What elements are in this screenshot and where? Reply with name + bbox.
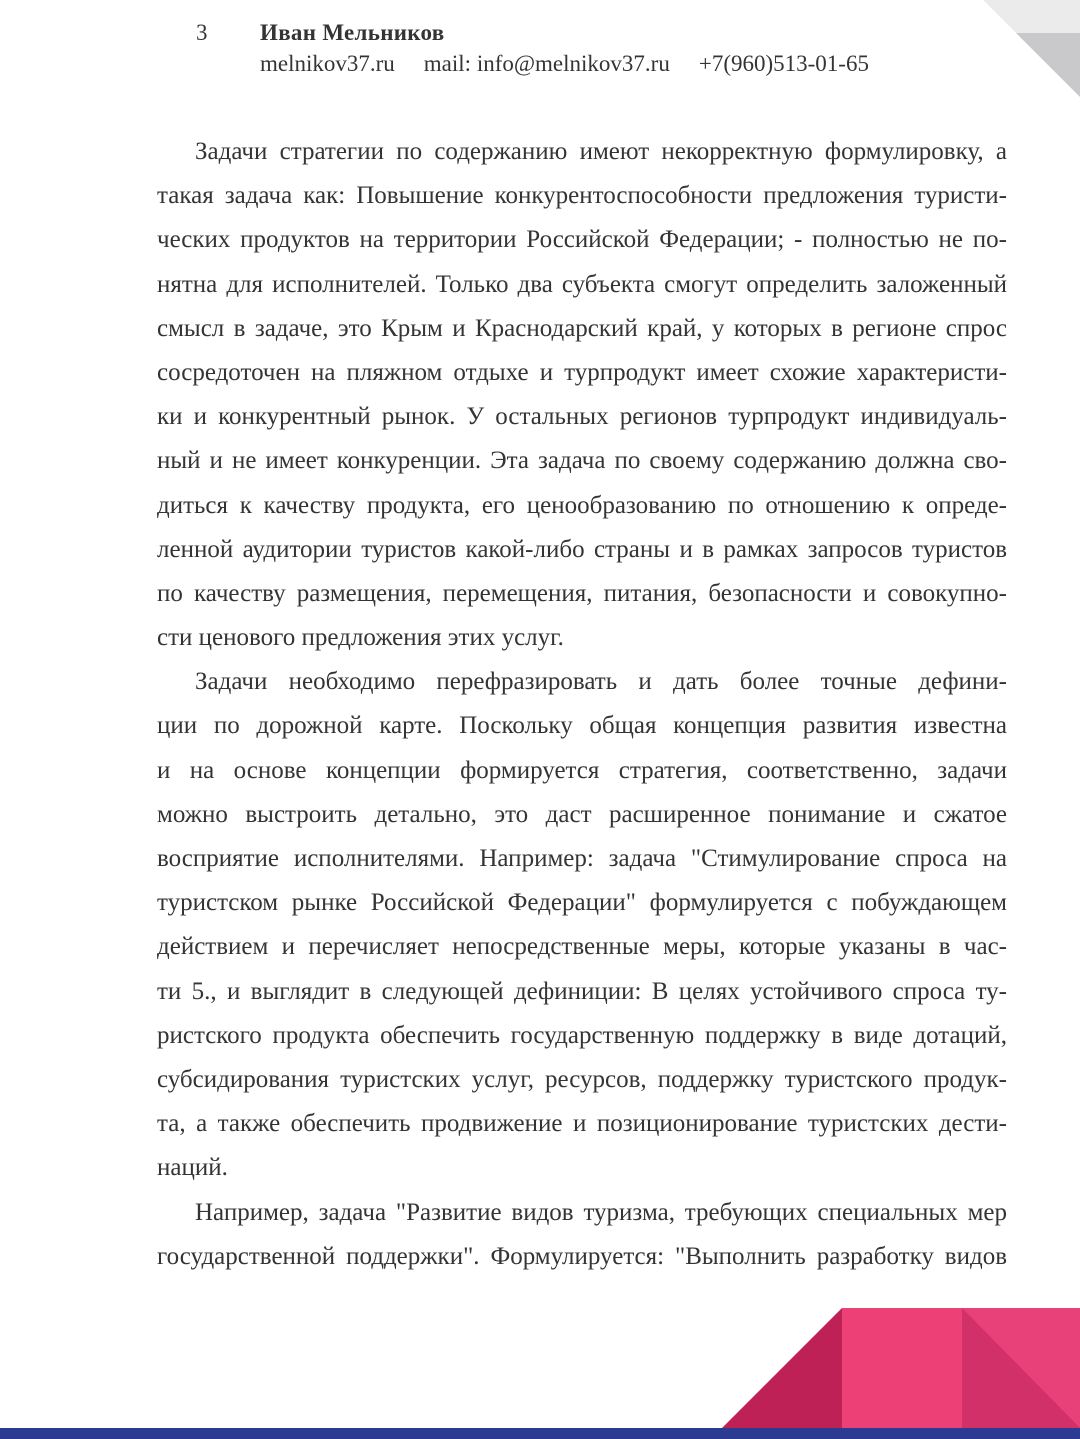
- header-contacts-row: [260, 48, 869, 79]
- text-line: Задачи стратегии по содержанию имеют некорректную формулировку, а: [195, 138, 1007, 165]
- text-line: Например, задача "Развитие видов туризма, требующих специальных мер: [195, 1198, 1007, 1226]
- text-line: наций.: [157, 1154, 228, 1182]
- page-header: [196, 17, 869, 79]
- document-body: [157, 130, 1007, 1279]
- text-line: действием и перечисляет непосредственные меры, которые указаны в час-: [157, 933, 1007, 961]
- text-line: та, а также обеспечить продвижение и позиционирование туристских дести-: [157, 1110, 1007, 1138]
- text-line: ный и не имеет конкуренции. Эта задача по своему содержанию должна сво-: [157, 447, 1007, 475]
- text-line: ти 5., и выглядит в следующей дефиниции: В целях устойчивого спроса ту-: [157, 977, 1007, 1005]
- footer-ribbon-crimson-triangle: [722, 1308, 842, 1428]
- text-line: такая задача как: Повышение конкурентоспособности предложения туристи-: [157, 182, 1007, 210]
- text-line: Задачи необходимо перефразировать и дать более точные дефини-: [195, 668, 1007, 696]
- text-line: государственной поддержки". Формулируется: "Выполнить разработку видов: [157, 1242, 1007, 1270]
- text-line: можно выстроить детально, это даст расширенное понимание и сжатое: [157, 800, 1007, 828]
- text-line: ки и конкурентный рынок. У остальных регионов турпродукт индивидуаль-: [157, 403, 1007, 431]
- text-line: восприятие исполнителями. Например: задача "Стимулирование спроса на: [157, 845, 1007, 872]
- text-line: туристском рынке Российской Федерации" формулируется с побуждающем: [157, 889, 1007, 917]
- text-line: ленной аудитории туристов какой-либо страны и в рамках запросов туристов: [157, 535, 1007, 563]
- text-line: смысл в задаче, это Крым и Краснодарский край, у которых в регионе спрос: [157, 314, 1007, 342]
- footer-bar: [0, 1428, 1080, 1439]
- phone-text: +7(960)513-01-65: [698, 51, 869, 76]
- author-name: Иван Мельников: [260, 20, 445, 45]
- corner-fold-light-shape: [983, 0, 1080, 33]
- page-number: 3: [196, 20, 208, 45]
- text-line: диться к качеству продукта, его ценообразованию по отношению к опреде-: [157, 491, 1007, 519]
- text-line: субсидирования туристских услуг, ресурсов, поддержку туристского продук-: [157, 1065, 1007, 1093]
- text-line: нятна для исполнителей. Только два субъекта смогут определить заложенный: [157, 270, 1007, 298]
- footer-ribbon-right-block: [962, 1308, 1080, 1428]
- text-line: ристского продукта обеспечить государственную поддержку в виде дотаций,: [157, 1021, 1007, 1049]
- footer-ribbon-pink-rect: [842, 1308, 962, 1428]
- email-text: mail: info@melnikov37.ru: [423, 51, 670, 76]
- corner-fold-dark-shape: [1016, 33, 1080, 97]
- paragraph: [157, 660, 1007, 1190]
- text-line: ческих продуктов на территории Российской Федерации; - полностью не по-: [157, 226, 1007, 254]
- text-line: ции по дорожной карте. Поскольку общая концепция развития известна: [157, 712, 1007, 740]
- text-line: по качеству размещения, перемещения, питания, безопасности и совокупно-: [157, 579, 1007, 607]
- text-line: сти ценового предложения этих услуг.: [157, 624, 564, 652]
- paragraph: [157, 130, 1007, 660]
- paragraph: [157, 1191, 1007, 1279]
- header-author-row: [196, 17, 869, 48]
- website-text: melnikov37.ru: [260, 51, 395, 76]
- footer-ribbon-right-shadow: [962, 1308, 1080, 1428]
- text-line: сосредоточен на пляжном отдыхе и турпродукт имеет схожие характеристи-: [157, 358, 1007, 386]
- text-line: и на основе концепции формируется стратегия, соответственно, задачи: [157, 756, 1007, 784]
